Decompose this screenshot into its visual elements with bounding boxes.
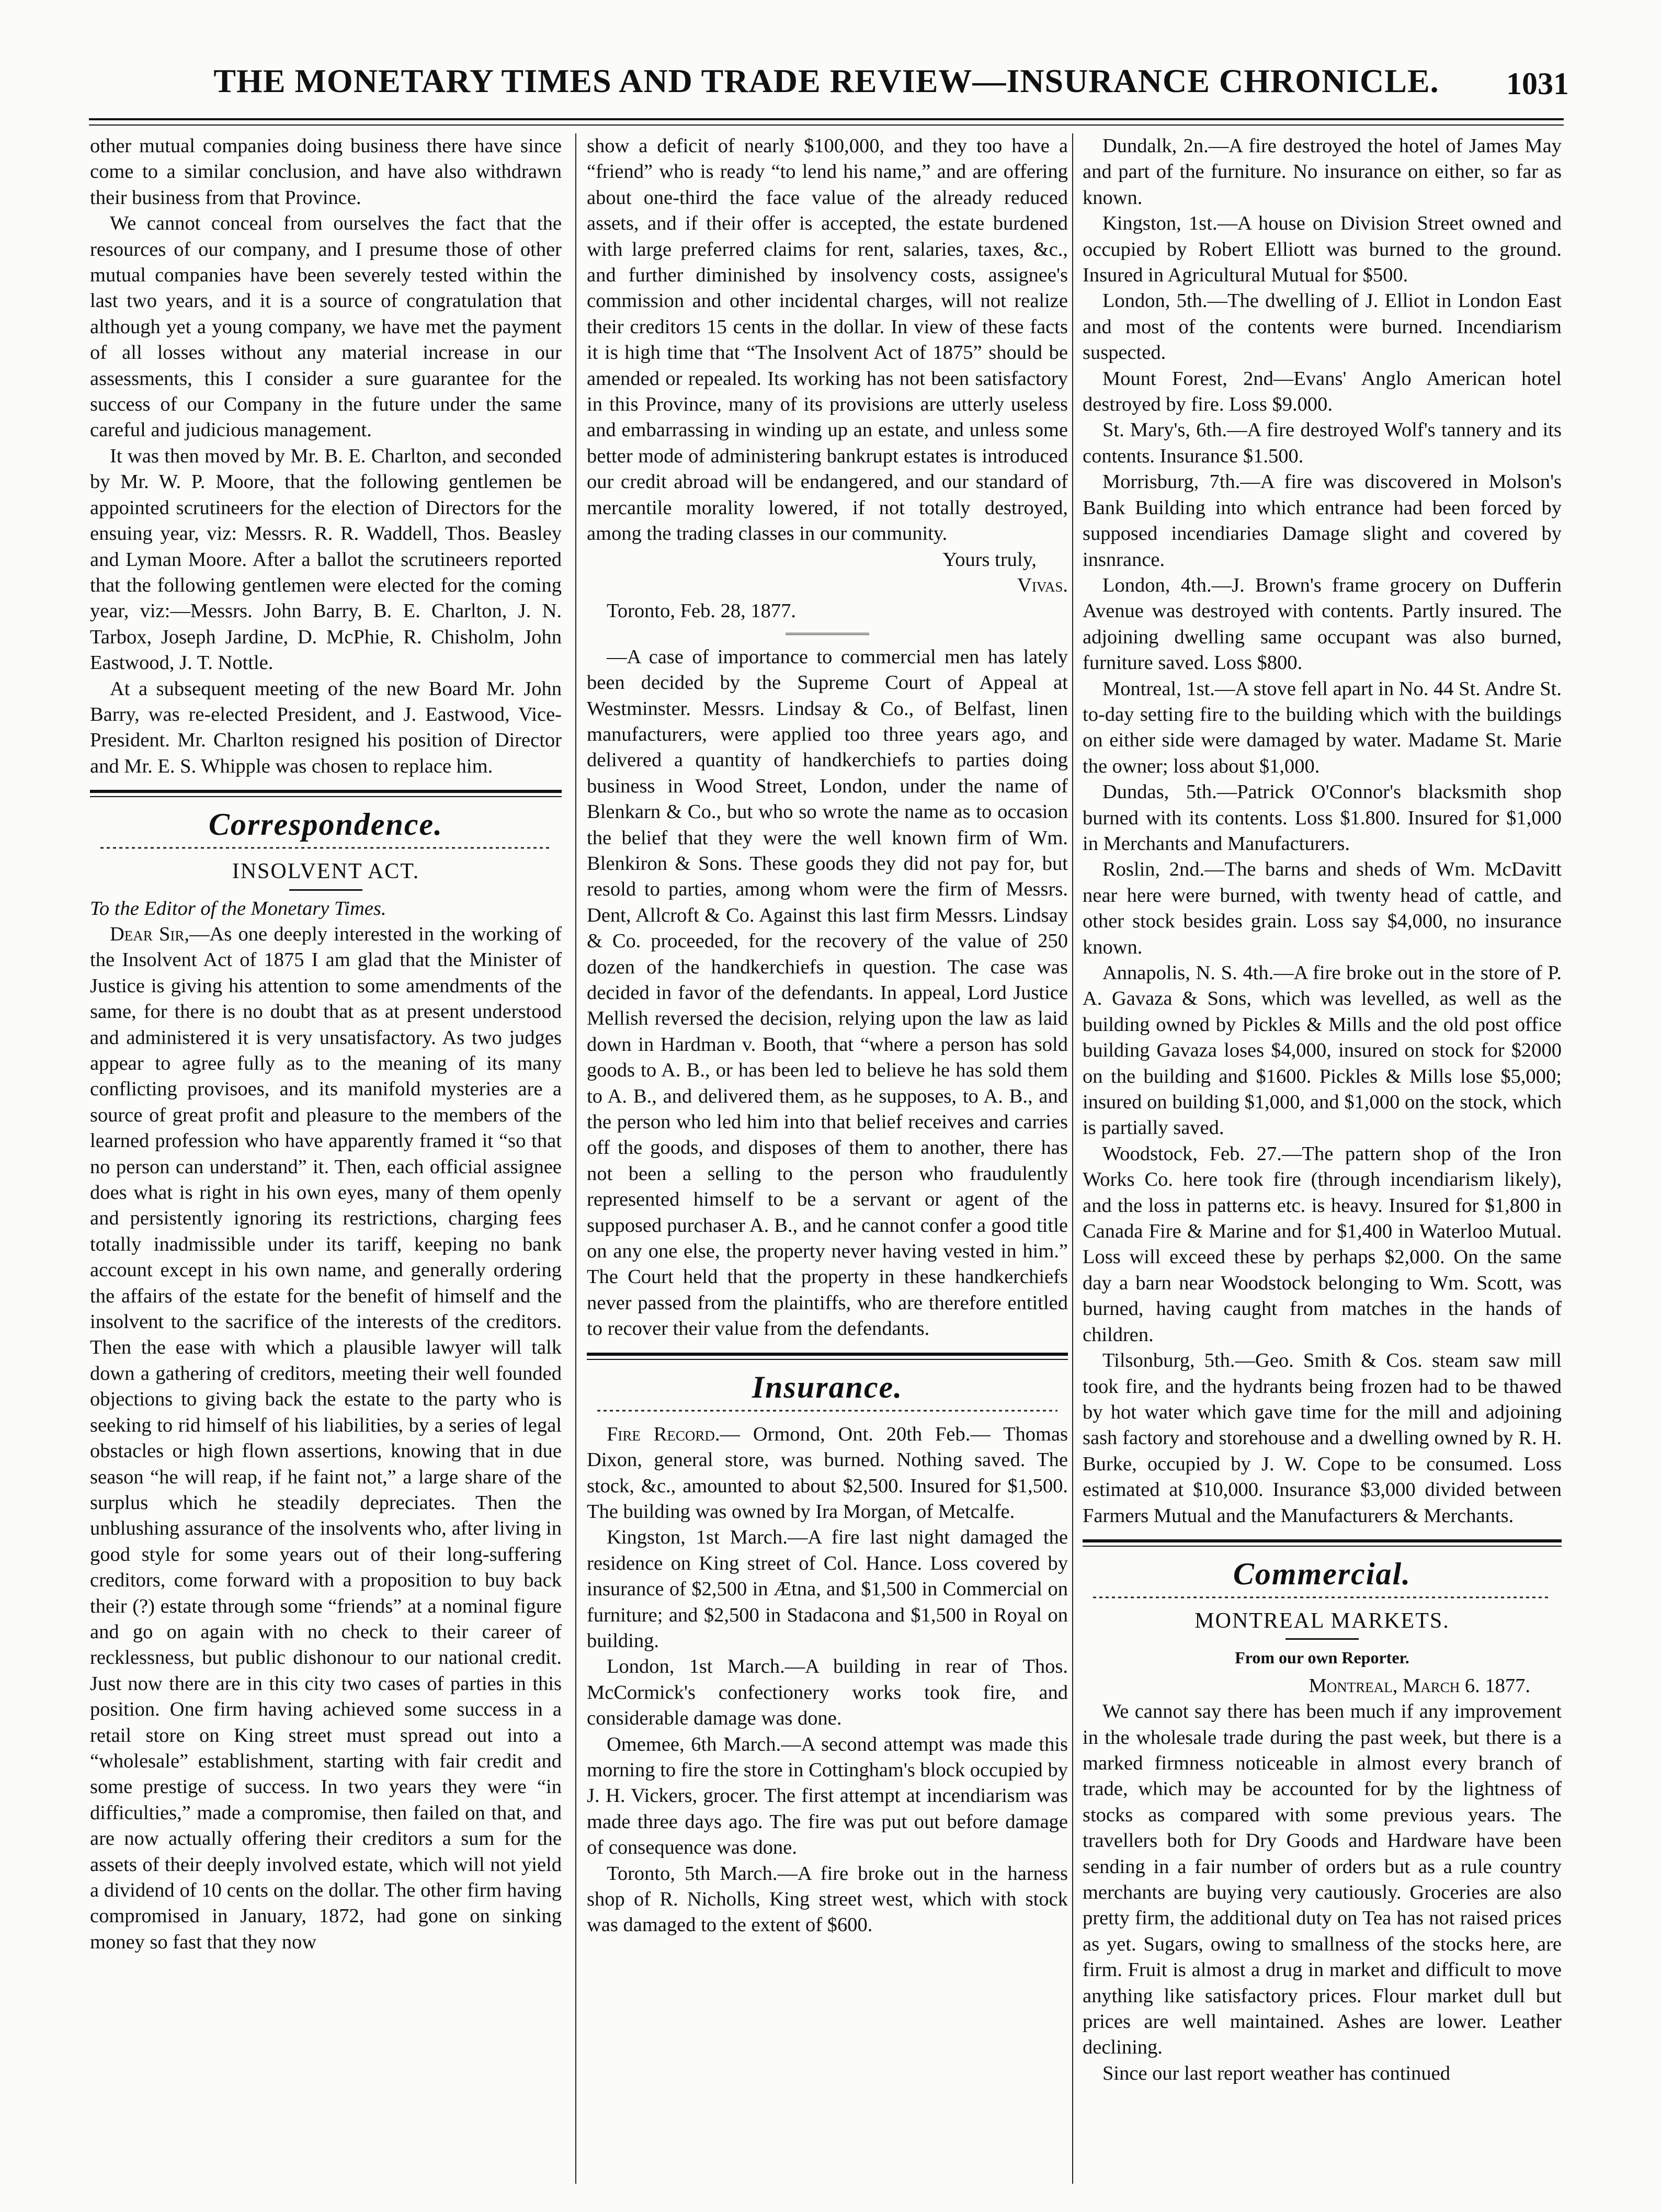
- ornament-rule: [1093, 1596, 1551, 1598]
- paragraph: Woodstock, Feb. 27.—The pattern shop of the Iron Works Co. here took fire (through incendiarism likely), and the loss in patterns etc. is heavy. Insured for $1,800 in Canada Fire & Marine and for $1,400 in Waterloo Mutual. Loss will exceed these by perhaps $2,000. On the same day a barn near Woodstock belonging to Wm. Scott, was burned, having caught from matches in the hands of children.: [1083, 1142, 1562, 1346]
- paragraph: Morrisburg, 7th.—A fire was discovered in Molson's Bank Building into which entrance had been forced by supposed incendiaries Damage slight and covered by insnrance.: [1083, 471, 1562, 571]
- column-divider: [575, 133, 576, 2184]
- paragraph: Toronto, 5th March.—A fire broke out in the harness shop of R. Nicholls, King street west, which with stock was damaged to the extent of $600.: [587, 1862, 1068, 1936]
- paragraph: —A case of importance to commercial men has lately been decided by the Supreme Court of Appeal at Westminster. Messrs. Lindsay & Co., of Belfast, linen manufacturers, were applied too three years ago, and delivered a quantity of handkerchiefs to parties doing business in Wood Street, London, under the name of Blenkarn & Co., but who so wrote the name as to occasion the belief that they were the well known firm of Wm. Blenkiron & Sons. These goods they did not pay for, but resold to parties, among whom were the firm of Messrs. Dent, Allcroft & Co. Against this last firm Messrs. Lindsay & Co. proceeded, for the recovery of the value of 250 dozen of the handkerchiefs in question. The case was decided in favor of the defendants. In appeal, Lord Justice Mellish reversed the decision, relying upon the law as laid down in Hardman v. Booth, that “where a person has sold goods to A. B., or has been led to believe he has sold them to A. B., and delivered them, as he supposes, to A. B., and the person who led him into that belief receives and carries off the goods, and disposes of them to another, there has not been a selling to the person who fraudulently represented himself to be a servant or agent of the supposed purchaser A. B., and he cannot confer a good title on any one else, the property never having vested in him.” The Court held that the property in these handkerchiefs never passed from the plaintiffs, who are therefore entitled to recover their value from the defendants.: [587, 645, 1068, 1340]
- paragraph: At a subsequent meeting of the new Board Mr. John Barry, was re-elected President, and J. Eastwood, Vice-President. Mr. Charlton resigned his position of Director and Mr. E. S. Whipple was chosen to replace him.: [90, 677, 562, 777]
- paragraph: show a deficit of nearly $100,000, and they too have a “friend” who is ready “to lend his name,” and are offering about one-third the face value of the already reduced assets, and if their offer is accepted, the estate burdened with large preferred claims for rent, salaries, taxes, &c., and further diminished by insolvency costs, assignee's commission and other incidental charges, will not realize their creditors 15 cents in the dollar. In view of these facts it is high time that “The Insolvent Act of 1875” should be amended or repealed. Its working has not been satisfactory in this Province, many of its provisions are utterly useless and embarrassing in winding up an estate, and unless some better mode of administering bankrupt estates is introduced our credit abroad will be endangered, and our standard of mercantile morality lowered, if not totally destroyed, among the trading classes in our community.: [587, 135, 1068, 545]
- paragraph: St. Mary's, 6th.—A fire destroyed Wolf's tannery and its contents. Insurance $1.500.: [1083, 419, 1562, 467]
- ornament-rule: [597, 1410, 1057, 1411]
- short-rule: [289, 889, 362, 891]
- ornament-rule: [100, 847, 551, 849]
- dateline: Toronto, Feb. 28, 1877.: [607, 600, 796, 622]
- article-heading: INSOLVENT ACT.: [232, 859, 420, 884]
- fire-record-label: Fire Record.: [607, 1423, 720, 1445]
- letter-text: —As one deeply interested in the working of the Insolvent Act of 1875 I am glad that the Minister of Justice is giving his attention to some amendments of the same, for there is no doubt that as at present understood and administered it is very unsatisfactory. As two judges appear to agree fully as to the meaning of its many conflicting provisoes, and its manifold mysteries are a source of great profit and pleasure to the members of the learned profession who have apparently framed it “so that no person can understand” it. Then, each official assignee does what is right in his own eyes, many of them openly and persistently ignoring its restrictions, charging fees totally inadmissible under its tariff, keeping no bank account except in his own name, and generally ordering the affairs of the estate for the benefit of himself and the insolvent to the sacrifice of the interests of the creditors. Then the ease with which a plausible lawyer will talk down a gathering of creditors, meeting their well founded objections to giving back the estate to the party who is seeking to rid himself of his liabilities, by a series of legal obstacles or high flown assertions, knowing that in due season “he will reap, if he faint not,” a large share of the surplus which he steadily depreciates. Then the unblushing assurance of the insolvents who, after living in good style for some years out of their long-suffering creditors, come forward with a proposition to buy back their (?) estate through some “friends” at a nominal figure and go on again with no check to their career of recklessness, but public dishonour to our national credit. Just now there are in this city two cases of parties in this position. One firm having achieved some success in a retail store on King street must spread out into a “wholesale” establishment, starting with fair credit and some prestige of success. In two years they were “in difficulties,” made a compromise, then failed on that, and are now actually offering their creditors a sum for the assets of their deeply involved estate, which will not yield a dividend of 10 cents on the dollar. The other firm having compromised in January, 1872, had gone on sinking money so fast that they now: [90, 923, 562, 1953]
- short-rule: [786, 633, 869, 637]
- section-heading-correspondence: Correspondence.: [208, 807, 443, 842]
- column-divider: [1072, 133, 1073, 2184]
- paragraph: Roslin, 2nd.—The barns and sheds of Wm. McDavitt near here were burned, with twenty head of cattle, and other stock besides grain. Loss say $4,000, no insurance known.: [1083, 858, 1562, 958]
- dateline: Montreal, March 6. 1877.: [1309, 1674, 1530, 1697]
- paragraph: Since our last report weather has continued: [1102, 2062, 1450, 2084]
- paragraph: Kingston, 1st March.—A fire last night damaged the residence on King street of Col. Hance. Loss covered by insurance of $2,500 in Ætna, and $1,500 in Commercial on furniture; and $2,500 in Stadacona and $1,500 in Royal on building.: [587, 1526, 1068, 1652]
- paragraph: Annapolis, N. S. 4th.—A fire broke out in the store of P. A. Gavaza & Sons, which was levelled, as well as the building owned by Pickles & Mills and the old post office building Gavaza loses $4,000, insured on stock for $2000 on the building and $1600. Pickles & Mills lose $5,000; insured on building $1,000, and $1,000 on the stock, which is partially saved.: [1083, 962, 1562, 1139]
- section-rule: [1083, 1539, 1562, 1547]
- column-2: [587, 133, 1068, 1938]
- masthead-title: THE MONETARY TIMES AND TRADE REVIEW—INSURANCE CHRONICLE.: [213, 62, 1439, 99]
- paragraph: London, 5th.—The dwelling of J. Elliot in London East and most of the contents were burned. Incendiarism suspected.: [1083, 290, 1562, 364]
- column-3: [1083, 133, 1562, 2086]
- paragraph: London, 1st March.—A building in rear of Thos. McCormick's confectionery works took fire, and considerable damage was done.: [587, 1655, 1068, 1730]
- closing: Yours truly,: [942, 548, 1037, 571]
- article-heading: MONTREAL MARKETS.: [1194, 1608, 1450, 1633]
- paragraph: Montreal, 1st.—A stove fell apart in No. 44 St. Andre St. to-day setting fire to the building which with the buildings on either side were damaged by water. Madame St. Marie the owner; loss about $1,000.: [1083, 677, 1562, 777]
- paragraph: We cannot conceal from ourselves the fact that the resources of our company, and I presume those of other mutual companies have been severely tested within the last two years, and it is a source of congratulation that although yet a young company, we have met the payment of all losses without any material increase in our assessments, this I consider a sure guarantee for the success of our Company in the future under the same careful and judicious management.: [90, 212, 562, 441]
- paragraph: Omemee, 6th March.—A second attempt was made this morning to fire the store in Cottingham's block occupied by J. H. Vickers, grocer. The first attempt at incendiarism was made three days ago. The fire was put out before damage of consequence was done.: [587, 1733, 1068, 1859]
- paragraph: Dundalk, 2n.—A fire destroyed the hotel of James May and part of the furniture. No insurance on either, so far as known.: [1083, 135, 1562, 209]
- paragraph: Tilsonburg, 5th.—Geo. Smith & Cos. steam saw mill took fire, and the hydrants being frozen had to be thawed by hot water which gave time for the mill and adjoining sash factory and storehouse and a dwelling owned by R. H. Burke, occupied by J. W. Cope to be consumed. Loss estimated at $10,000. Insurance $3,000 divided between Farmers Mutual and the Manufacturers & Merchants.: [1083, 1349, 1562, 1527]
- paragraph: It was then moved by Mr. B. E. Charlton, and seconded by Mr. W. P. Moore, that the following gentlemen be appointed scrutineers for the election of Directors for the ensuing year, viz: Messrs. R. R. Waddell, Thos. Beasley and Lyman Moore. After a ballot the scrutineers reported that the following gentlemen were elected for the coming year, viz:—Messrs. John Barry, B. E. Charlton, J. N. Tarbox, Joseph Jardine, D. McPhie, R. Chisholm, John Eastwood, J. T. Nottle.: [90, 445, 562, 674]
- paragraph: [587, 1422, 1068, 1525]
- byline: From our own Reporter.: [1235, 1648, 1409, 1667]
- page-header: [89, 62, 1569, 119]
- letter-body: [90, 922, 562, 1955]
- header-rule: [89, 118, 1564, 126]
- paragraph: Dundas, 5th.—Patrick O'Connor's blacksmith shop burned with its contents. Loss $1.800. Insured for $1,000 in Merchants and Manufacturers.: [1083, 781, 1562, 855]
- paragraph: other mutual companies doing business there have since come to a similar conclusion, and have also withdrawn their business from that Province.: [90, 135, 562, 209]
- section-rule: [587, 1353, 1068, 1360]
- page-number: 1031: [1506, 66, 1569, 101]
- section-rule: [90, 790, 562, 797]
- paragraph: Kingston, 1st.—A house on Division Street owned and occupied by Robert Elliott was burned to the ground. Insured in Agricultural Mutual for $500.: [1083, 212, 1562, 287]
- signature: Vivas.: [1017, 574, 1068, 596]
- fire-record-text: — Ormond, Ont. 20th Feb.— Thomas Dixon, general store, was burned. Nothing saved. The stock, &c., amounted to about $2,500. Insured for $1,500. The building was owned by Ira Morgan, of Metcalfe.: [587, 1423, 1068, 1523]
- section-heading-commercial: Commercial.: [1233, 1556, 1412, 1591]
- section-heading-insurance: Insurance.: [752, 1369, 903, 1404]
- paragraph: We cannot say there has been much if any improvement in the wholesale trade during the past week, but there is a marked firmness noticeable in almost every branch of trade, which may be accounted for by the lightness of stocks as compared with some previous years. The travellers both for Dry Goods and Hardware have been sending in a fair number of orders but as a rule country merchants are buying very cautiously. Groceries are also pretty firm, the additional duty on Tea has not raised prices as yet. Sugars, owing to smallness of the stocks here, are firm. Fruit is almost a drug in market and difficult to move anything like satisfactory prices. Flour market dull but prices are well maintained. Ashes are lower. Leather declining.: [1083, 1700, 1562, 2059]
- salutation: To the Editor of the Monetary Times.: [90, 897, 386, 920]
- paragraph: Mount Forest, 2nd—Evans' Anglo American hotel destroyed by fire. Loss $9.000.: [1083, 367, 1562, 416]
- dear-sir: Dear Sir,: [110, 923, 190, 945]
- short-rule: [1285, 1638, 1359, 1640]
- column-1: [90, 133, 562, 1955]
- paragraph: London, 4th.—J. Brown's frame grocery on Dufferin Avenue was destroyed with contents. Partly insured. The adjoining dwelling same occupant was also burned, furniture saved. Loss $800.: [1083, 574, 1562, 674]
